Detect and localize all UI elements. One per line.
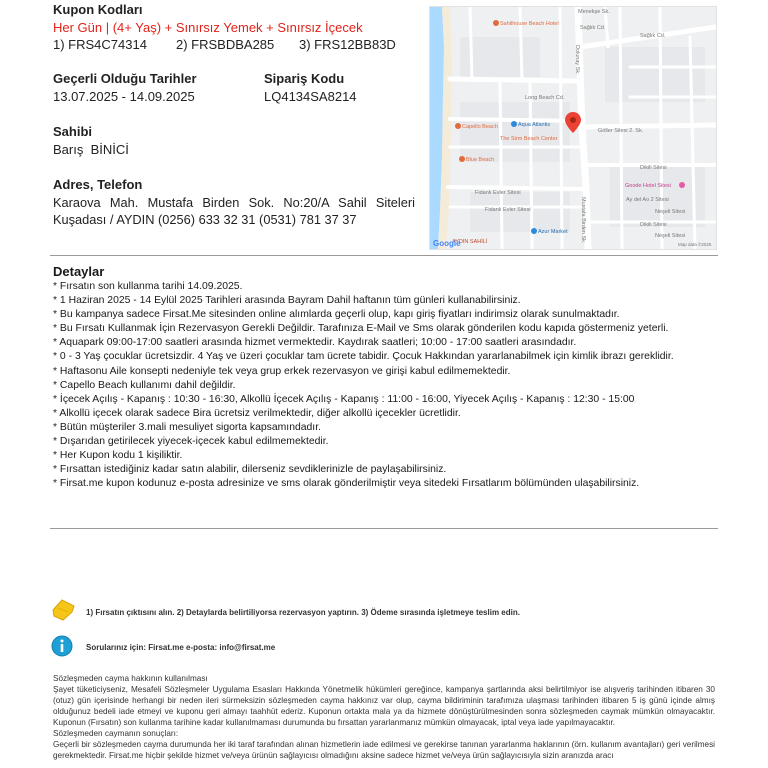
poi-marker — [459, 156, 465, 162]
map-canvas — [430, 7, 716, 249]
map-place-label: Capello Beach — [462, 124, 498, 130]
order-code-label: Sipariş Kodu — [264, 71, 345, 86]
legal-text — [53, 673, 715, 761]
info-icon — [51, 635, 73, 657]
map-street-label: Sağlık Cd. — [640, 33, 666, 39]
details-list — [53, 280, 715, 491]
order-code-value: LQ4134SA8214 — [264, 89, 357, 104]
map-street-label: Fidanlı Evler Sitesi — [475, 190, 521, 196]
details-item: * Bu kampanya sadece Firsat.Me sitesinden online alımlarda geçerli olup, kapı giriş fiyatları indirimsiz olarak sunulmaktadır. — [53, 309, 620, 321]
map-street-label: Menekşe Sk. — [578, 9, 610, 15]
legal-paragraph: Geçerli bir sözleşmeden cayma durumunda her iki taraf tarafından alınan hizmetlerin iade edilmesi ve gerekirse tanınan yararlanma haklarının (örn. kullanım avantajları) geri verilmesi gerekmektedir. Firsat.me hiçbir şekilde hizmet ve/veya ürünün sağlayıcısı olmadığını aksine sadece hizmet ve/veya ürün sağlayıcısıyla sizin aranızda aracı — [53, 740, 715, 760]
map-street-label: Dikili Sitesi — [640, 222, 667, 228]
details-item: * Bu Fırsatı Kullanmak İçin Rezervasyon Gerekli Değildir. Tarafınıza E-Mail ve Sms olarak gönderilen kodu kapıda göstermeniz yeterli. — [53, 323, 669, 335]
address-label: Adres, Telefon — [53, 177, 143, 192]
poi-marker — [493, 20, 499, 26]
coupon-codes-heading: Kupon Kodları — [53, 2, 143, 17]
poi-marker — [455, 123, 461, 129]
map-place-label: Sahilhouse Beach Hotel — [500, 21, 559, 27]
owner-label: Sahibi — [53, 124, 93, 139]
details-item: * 1 Haziran 2025 - 14 Eylül 2025 Tarihleri arasında Bayram Dahil haftanın tüm günleri kullanabilirsiniz. — [53, 295, 521, 307]
owner-value: Barış BİNİCİ — [53, 142, 129, 157]
details-item: * Capello Beach kullanımı dahil değildir. — [53, 379, 236, 391]
validity-value: 13.07.2025 - 14.09.2025 — [53, 89, 195, 104]
section-divider — [50, 528, 718, 529]
coupon-code-2: 2) FRSBDBA285 — [176, 37, 275, 52]
section-divider — [50, 255, 718, 256]
coupon-ticket-icon — [50, 598, 76, 622]
map-street-label: Dikili Sitesi — [640, 165, 667, 171]
details-item: * Dışarıdan getirilecek yiyecek-içecek kabul edilmemektedir. — [53, 436, 329, 448]
details-item: * Her Kupon kodu 1 kişiliktir. — [53, 450, 183, 462]
address-line-1: Karaova Mah. Mustafa Birden Sok. No:20/A Sahil Siteleri — [53, 195, 415, 210]
details-item: * Firsat.me kupon kodunuz e-posta adresinize ve sms olarak gönderilmiştir veya sitedeki Fırsatlarım bölümünden ulaşabilirsiniz. — [53, 478, 640, 490]
coupon-code-3: 3) FRS12BB83D — [299, 37, 396, 52]
details-item: * Fırsattan istediğiniz kadar satın alabilir, dilerseniz sevdiklerinizle de paylaşabilirsiniz. — [53, 464, 447, 476]
map-copyright: Map data ©2025 — [678, 242, 712, 247]
address-line-2: Kuşadası / AYDIN (0256) 633 32 31 (0531) 781 37 37 — [53, 212, 357, 227]
map-street-label: Sağlık Cd. — [580, 25, 606, 31]
poi-marker — [679, 182, 685, 188]
map-place-label: AYDIN SAHİLİ — [452, 239, 488, 245]
legal-title: Sözleşmeden caymanın sonuçları: — [53, 729, 179, 738]
location-map[interactable] — [429, 6, 717, 250]
map-street-label: Neşeli Sitesi — [655, 233, 686, 239]
map-street-label: Mustafa Birden Sk. — [580, 197, 586, 244]
poi-marker — [511, 121, 517, 127]
map-place-label: Goode Hotel Sitesi — [625, 183, 671, 189]
legal-paragraph: Şayet tüketiciyseniz, Mesafeli Sözleşmeler Uygulama Esasları Hakkında Yönetmelik hükümleri gereğince, kampanya şartlarında aksi belirtilmiyor ise alışveriş tarihinden itibaren 30 (otuz) gün içerisinde herhangi bir neden ileri sürmeksizin sözleşmeden cayma hakkınız var olup, cayma bildiriminin tarafımıza ulaşması tarihinden itibaren 5 iş günü içinde almış olduğunuz bedeli iade etmeyi ve kuponu geri almayı taahhüt ederiz. Kuponun ortakta mala ya da hizmete dönüştürülmesinden sonra sözleşmeden caymak mümkün olmayacaktır. Kuponun (Fırsatın) son kullanma tarihine kadar kullanılmaması durumunda bu fırsattan yararlanmanız mümkün olmayacak, iptal veya iade yapılmayacaktır. — [53, 685, 715, 727]
details-item: * Aquapark 09:00-17:00 saatleri arasında hizmet vermektedir. Kaydırak saatleri; 10:00 - 17:00 saatleri arasındadır. — [53, 337, 577, 349]
map-street-label: Fidanlı Evler Sitesi — [485, 207, 531, 213]
details-title: Detaylar — [53, 264, 105, 279]
details-item: * İçecek Açılış - Kapanış : 10:30 - 16:30, Alkollü İçecek Açılış - Kapanış : 11:00 - 16:00, Yiyecek Açılış - Kapanış : 12:30 - 15:00 — [53, 393, 635, 405]
details-item: * 0 - 3 Yaş çocuklar ücretsizdir. 4 Yaş ve üzeri çocuklar tam ücrete tabidir. Çocuk Hakkından yararlanabilmek için kimlik ibrazı gereklidir. — [53, 351, 674, 363]
validity-label: Geçerli Olduğu Tarihler — [53, 71, 197, 86]
contact-info: Sorularınız için: Firsat.me e-posta: info@firsat.me — [86, 643, 276, 652]
poi-marker — [531, 228, 537, 234]
legal-title: Sözleşmeden cayma hakkının kullanılması — [53, 674, 208, 683]
google-logo: Google — [433, 239, 461, 248]
map-street-label: Dolunay Sk. — [574, 45, 580, 75]
details-item: * Bütün müşteriler 3.mali mesuliyet sigorta kapsamındadır. — [53, 421, 321, 433]
map-place-label: Azur Market — [538, 229, 568, 235]
map-place-label: The Sirm Beach Center — [500, 136, 558, 142]
details-item: * Alkollü içecek olarak sadece Bira ücretsiz verilmektedir, diğer alkollü içecekler ücretlidir. — [53, 407, 461, 419]
map-street-label: Neşeli Sitesi — [655, 209, 686, 215]
map-street-label: Long Beach Cd. — [525, 95, 565, 101]
map-street-label: Göller Sitesi 2. Sk. — [598, 128, 644, 134]
coupon-code-1: 1) FRS4C74314 — [53, 37, 147, 52]
offer-title: Her Gün | (4+ Yaş) + Sınırsız Yemek + Sınırsız İçecek — [53, 20, 363, 35]
map-street-label: Ay del Ao 2 Sitesi — [626, 197, 669, 203]
usage-steps: 1) Fırsatın çıktısını alın. 2) Detaylarda belirtiliyorsa rezervasyon yaptırın. 3) Ödeme sırasında işletmeye teslim edin. — [86, 608, 520, 617]
details-item: * Haftasonu Aile konsepti nedeniyle tek veya grup erkek rezervasyon ve girişi kabul edilmemektedir. — [53, 365, 511, 377]
map-place-label: Aqua Atlantis — [518, 122, 551, 128]
map-place-label: Blue Beach — [466, 157, 495, 163]
details-item: * Fırsatın son kullanma tarihi 14.09.2025. — [53, 281, 243, 292]
